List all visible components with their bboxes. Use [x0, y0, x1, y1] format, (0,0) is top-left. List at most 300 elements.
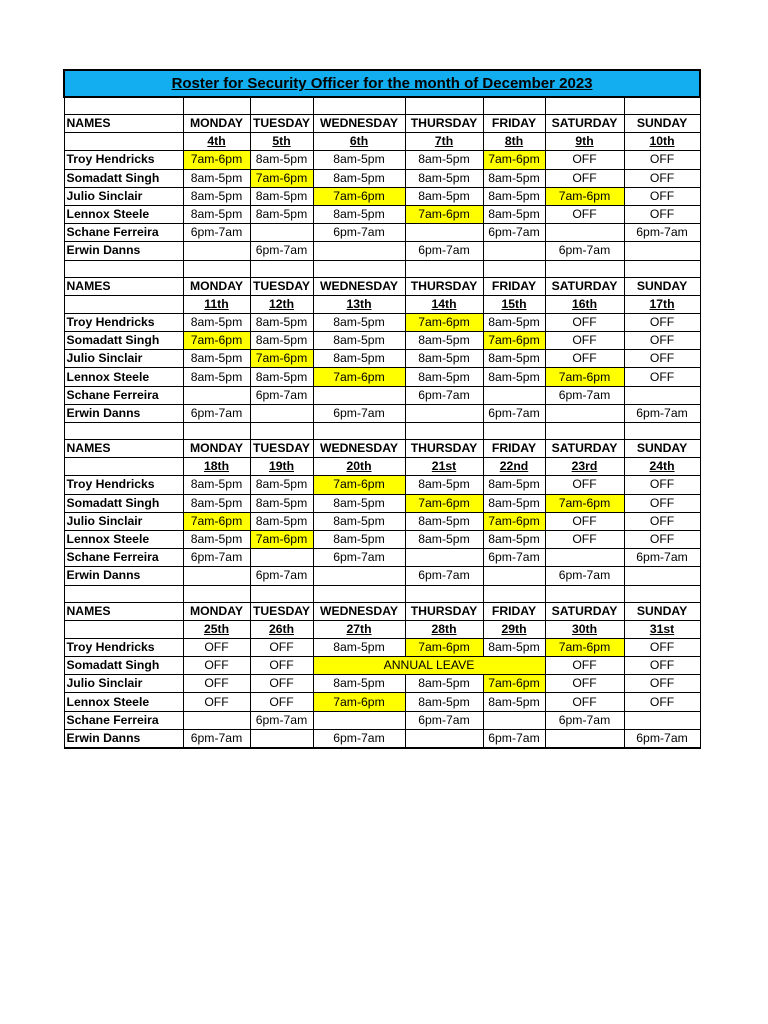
officer-name: Schane Ferreira — [64, 549, 183, 567]
day-header: MONDAY — [183, 115, 250, 133]
shift-cell: 6pm-7am — [545, 242, 624, 260]
day-header: SATURDAY — [545, 440, 624, 458]
officer-row — [64, 151, 700, 169]
officer-row — [64, 205, 700, 223]
officer-name: Erwin Danns — [64, 242, 183, 260]
shift-cell: 6pm-7am — [405, 242, 483, 260]
empty-cell — [624, 260, 700, 277]
shift-cell: 8am-5pm — [483, 205, 545, 223]
empty-cell — [545, 260, 624, 277]
officer-row — [64, 368, 700, 386]
shift-cell: 6pm-7am — [183, 224, 250, 242]
date-header: 16th — [545, 295, 624, 313]
shift-cell: OFF — [624, 638, 700, 656]
date-header: 17th — [624, 295, 700, 313]
date-header: 6th — [313, 133, 405, 151]
empty-cell — [545, 97, 624, 115]
shift-cell: 8am-5pm — [405, 169, 483, 187]
day-header: TUESDAY — [250, 602, 313, 620]
empty-cell — [624, 423, 700, 440]
empty-cell — [250, 97, 313, 115]
empty-shift-cell — [624, 242, 700, 260]
date-header: 10th — [624, 133, 700, 151]
shift-cell: OFF — [183, 693, 250, 711]
officer-name: Julio Sinclair — [64, 187, 183, 205]
shift-cell: 7am-6pm — [405, 494, 483, 512]
empty-cell — [183, 97, 250, 115]
officer-name: Troy Hendricks — [64, 638, 183, 656]
empty-shift-cell — [250, 729, 313, 748]
shift-cell: 8am-5pm — [483, 187, 545, 205]
date-header: 29th — [483, 620, 545, 638]
shift-cell: OFF — [545, 205, 624, 223]
shift-cell: 6pm-7am — [250, 711, 313, 729]
empty-shift-cell — [313, 242, 405, 260]
shift-cell: 7am-6pm — [545, 638, 624, 656]
officer-row — [64, 494, 700, 512]
day-header: THURSDAY — [405, 115, 483, 133]
empty-shift-cell — [250, 549, 313, 567]
empty-cell — [483, 260, 545, 277]
shift-cell: 8am-5pm — [250, 494, 313, 512]
shift-cell: 7am-6pm — [250, 350, 313, 368]
shift-cell: 8am-5pm — [405, 350, 483, 368]
shift-cell: 7am-6pm — [545, 494, 624, 512]
empty-cell — [250, 260, 313, 277]
shift-cell: 7am-6pm — [483, 332, 545, 350]
empty-cell — [64, 458, 183, 476]
shift-cell: OFF — [250, 638, 313, 656]
date-header: 14th — [405, 295, 483, 313]
shift-cell: 6pm-7am — [624, 404, 700, 422]
shift-cell: 6pm-7am — [405, 386, 483, 404]
officer-name: Troy Hendricks — [64, 476, 183, 494]
officer-name: Julio Sinclair — [64, 675, 183, 693]
empty-cell — [545, 423, 624, 440]
shift-cell: 8am-5pm — [483, 476, 545, 494]
empty-shift-cell — [545, 404, 624, 422]
shift-cell: OFF — [250, 657, 313, 675]
shift-cell: 8am-5pm — [313, 313, 405, 331]
empty-shift-cell — [183, 386, 250, 404]
empty-shift-cell — [405, 549, 483, 567]
date-row — [64, 620, 700, 638]
shift-cell: OFF — [624, 512, 700, 530]
shift-cell: OFF — [624, 169, 700, 187]
empty-cell — [405, 585, 483, 602]
shift-cell: 8am-5pm — [250, 332, 313, 350]
date-header: 18th — [183, 458, 250, 476]
date-header: 25th — [183, 620, 250, 638]
shift-cell: 7am-6pm — [183, 512, 250, 530]
shift-cell: 8am-5pm — [483, 638, 545, 656]
officer-row — [64, 729, 700, 748]
officer-row — [64, 313, 700, 331]
shift-cell: 8am-5pm — [405, 675, 483, 693]
empty-shift-cell — [624, 386, 700, 404]
shift-cell: OFF — [624, 657, 700, 675]
shift-cell: 6pm-7am — [405, 567, 483, 585]
day-header: WEDNESDAY — [313, 277, 405, 295]
officer-name: Troy Hendricks — [64, 151, 183, 169]
shift-cell: 8am-5pm — [313, 205, 405, 223]
shift-cell: 6pm-7am — [183, 404, 250, 422]
empty-cell — [64, 133, 183, 151]
officer-name: Erwin Danns — [64, 404, 183, 422]
date-header: 19th — [250, 458, 313, 476]
shift-cell: 8am-5pm — [313, 151, 405, 169]
date-header: 11th — [183, 295, 250, 313]
shift-cell: 6pm-7am — [483, 729, 545, 748]
officer-row — [64, 169, 700, 187]
officer-row — [64, 404, 700, 422]
shift-cell: 8am-5pm — [250, 205, 313, 223]
title-row — [64, 70, 700, 97]
day-header: FRIDAY — [483, 602, 545, 620]
shift-cell: 8am-5pm — [483, 169, 545, 187]
day-header: FRIDAY — [483, 277, 545, 295]
shift-cell: 6pm-7am — [483, 404, 545, 422]
shift-cell: OFF — [624, 675, 700, 693]
date-header: 5th — [250, 133, 313, 151]
date-header: 13th — [313, 295, 405, 313]
empty-cell — [624, 585, 700, 602]
empty-shift-cell — [483, 386, 545, 404]
roster-body — [64, 70, 700, 748]
date-header: 21st — [405, 458, 483, 476]
shift-cell: OFF — [545, 476, 624, 494]
shift-cell: 8am-5pm — [313, 494, 405, 512]
officer-row — [64, 567, 700, 585]
officer-row — [64, 549, 700, 567]
day-header-row — [64, 440, 700, 458]
officer-row — [64, 187, 700, 205]
officer-row — [64, 675, 700, 693]
empty-shift-cell — [624, 711, 700, 729]
spacer-row — [64, 260, 700, 277]
shift-cell: OFF — [545, 313, 624, 331]
empty-shift-cell — [483, 567, 545, 585]
officer-row — [64, 350, 700, 368]
shift-cell: 8am-5pm — [313, 638, 405, 656]
shift-cell: 8am-5pm — [313, 512, 405, 530]
shift-cell: OFF — [624, 151, 700, 169]
shift-cell: 7am-6pm — [183, 151, 250, 169]
day-header: WEDNESDAY — [313, 115, 405, 133]
shift-cell: OFF — [624, 350, 700, 368]
empty-cell — [483, 585, 545, 602]
empty-shift-cell — [405, 224, 483, 242]
empty-shift-cell — [624, 567, 700, 585]
names-header: NAMES — [64, 115, 183, 133]
shift-cell: 7am-6pm — [483, 675, 545, 693]
shift-cell: 7am-6pm — [313, 187, 405, 205]
roster-table — [63, 69, 701, 749]
empty-shift-cell — [545, 549, 624, 567]
day-header: SUNDAY — [624, 440, 700, 458]
empty-shift-cell — [483, 711, 545, 729]
shift-cell: OFF — [183, 675, 250, 693]
officer-name: Somadatt Singh — [64, 494, 183, 512]
shift-cell: 8am-5pm — [405, 530, 483, 548]
officer-row — [64, 657, 700, 675]
shift-cell: OFF — [545, 657, 624, 675]
shift-cell: OFF — [624, 313, 700, 331]
shift-cell: 8am-5pm — [483, 530, 545, 548]
officer-name: Lennox Steele — [64, 530, 183, 548]
empty-cell — [64, 97, 183, 115]
shift-cell: 7am-6pm — [545, 368, 624, 386]
shift-cell: 6pm-7am — [483, 224, 545, 242]
empty-cell — [183, 260, 250, 277]
shift-cell: 6pm-7am — [250, 386, 313, 404]
shift-cell: 8am-5pm — [483, 368, 545, 386]
empty-cell — [313, 585, 405, 602]
empty-shift-cell — [545, 224, 624, 242]
shift-cell: OFF — [183, 638, 250, 656]
shift-cell: 8am-5pm — [405, 332, 483, 350]
empty-shift-cell — [313, 386, 405, 404]
date-header: 9th — [545, 133, 624, 151]
shift-cell: 8am-5pm — [405, 187, 483, 205]
shift-cell: 8am-5pm — [313, 350, 405, 368]
day-header: MONDAY — [183, 277, 250, 295]
shift-cell: 6pm-7am — [545, 711, 624, 729]
day-header: THURSDAY — [405, 277, 483, 295]
empty-cell — [313, 423, 405, 440]
shift-cell: 8am-5pm — [405, 693, 483, 711]
empty-cell — [64, 620, 183, 638]
day-header: MONDAY — [183, 602, 250, 620]
shift-cell: 8am-5pm — [405, 368, 483, 386]
shift-cell: 7am-6pm — [405, 313, 483, 331]
date-header: 12th — [250, 295, 313, 313]
date-row — [64, 295, 700, 313]
empty-shift-cell — [183, 711, 250, 729]
officer-name: Schane Ferreira — [64, 711, 183, 729]
shift-cell: 8am-5pm — [183, 205, 250, 223]
empty-cell — [64, 423, 183, 440]
day-header: THURSDAY — [405, 602, 483, 620]
shift-cell: 6pm-7am — [250, 567, 313, 585]
day-header: TUESDAY — [250, 440, 313, 458]
shift-cell: 8am-5pm — [250, 187, 313, 205]
shift-cell: 7am-6pm — [483, 512, 545, 530]
day-header: SUNDAY — [624, 115, 700, 133]
spacer-row — [64, 585, 700, 602]
shift-cell: 6pm-7am — [183, 549, 250, 567]
shift-cell: OFF — [545, 151, 624, 169]
empty-cell — [313, 260, 405, 277]
shift-cell: 8am-5pm — [183, 350, 250, 368]
date-header: 23rd — [545, 458, 624, 476]
shift-cell: 8am-5pm — [313, 675, 405, 693]
officer-name: Erwin Danns — [64, 729, 183, 748]
date-row — [64, 133, 700, 151]
shift-cell: OFF — [624, 368, 700, 386]
empty-shift-cell — [250, 404, 313, 422]
shift-cell: OFF — [545, 332, 624, 350]
empty-shift-cell — [545, 729, 624, 748]
date-header: 8th — [483, 133, 545, 151]
date-header: 22nd — [483, 458, 545, 476]
empty-cell — [405, 423, 483, 440]
empty-shift-cell — [250, 224, 313, 242]
officer-name: Julio Sinclair — [64, 512, 183, 530]
shift-cell: 8am-5pm — [313, 530, 405, 548]
shift-cell: 8am-5pm — [183, 476, 250, 494]
shift-cell: OFF — [624, 332, 700, 350]
shift-cell: 7am-6pm — [545, 187, 624, 205]
day-header: SUNDAY — [624, 277, 700, 295]
shift-cell: 8am-5pm — [183, 169, 250, 187]
empty-cell — [313, 97, 405, 115]
day-header: WEDNESDAY — [313, 602, 405, 620]
shift-cell: 8am-5pm — [250, 368, 313, 386]
officer-name: Lennox Steele — [64, 693, 183, 711]
shift-cell: OFF — [545, 512, 624, 530]
shift-cell: 8am-5pm — [250, 512, 313, 530]
empty-shift-cell — [313, 567, 405, 585]
day-header: WEDNESDAY — [313, 440, 405, 458]
shift-cell: 6pm-7am — [313, 729, 405, 748]
empty-cell — [250, 585, 313, 602]
empty-shift-cell — [313, 711, 405, 729]
date-row — [64, 458, 700, 476]
date-header: 31st — [624, 620, 700, 638]
empty-cell — [483, 97, 545, 115]
shift-cell: 6pm-7am — [545, 386, 624, 404]
shift-cell: 7am-6pm — [250, 530, 313, 548]
officer-name: Schane Ferreira — [64, 386, 183, 404]
shift-cell: 7am-6pm — [183, 332, 250, 350]
shift-cell: 7am-6pm — [313, 693, 405, 711]
officer-name: Lennox Steele — [64, 205, 183, 223]
empty-cell — [545, 585, 624, 602]
shift-cell: 7am-6pm — [313, 368, 405, 386]
officer-row — [64, 332, 700, 350]
shift-cell: 8am-5pm — [483, 693, 545, 711]
officer-name: Erwin Danns — [64, 567, 183, 585]
shift-cell: 7am-6pm — [483, 151, 545, 169]
shift-cell: 6pm-7am — [624, 729, 700, 748]
empty-cell — [483, 423, 545, 440]
shift-cell: 8am-5pm — [483, 494, 545, 512]
shift-cell: OFF — [545, 350, 624, 368]
officer-row — [64, 638, 700, 656]
day-header: TUESDAY — [250, 115, 313, 133]
shift-cell: OFF — [624, 530, 700, 548]
officer-name: Schane Ferreira — [64, 224, 183, 242]
shift-cell: 6pm-7am — [313, 549, 405, 567]
shift-cell: 8am-5pm — [183, 313, 250, 331]
officer-row — [64, 386, 700, 404]
officer-row — [64, 530, 700, 548]
day-header: SATURDAY — [545, 115, 624, 133]
shift-cell: OFF — [545, 169, 624, 187]
shift-cell: 6pm-7am — [405, 711, 483, 729]
day-header: SUNDAY — [624, 602, 700, 620]
day-header-row — [64, 602, 700, 620]
day-header: THURSDAY — [405, 440, 483, 458]
shift-cell: 8am-5pm — [483, 350, 545, 368]
shift-cell: 7am-6pm — [313, 476, 405, 494]
shift-cell: 7am-6pm — [405, 205, 483, 223]
shift-cell: 8am-5pm — [250, 476, 313, 494]
empty-cell — [64, 585, 183, 602]
day-header: FRIDAY — [483, 440, 545, 458]
empty-shift-cell — [405, 729, 483, 748]
empty-cell — [64, 295, 183, 313]
date-header: 30th — [545, 620, 624, 638]
shift-cell: 8am-5pm — [405, 512, 483, 530]
shift-cell: OFF — [545, 693, 624, 711]
shift-cell: 7am-6pm — [250, 169, 313, 187]
shift-cell: 6pm-7am — [183, 729, 250, 748]
shift-cell: 8am-5pm — [250, 151, 313, 169]
empty-cell — [405, 97, 483, 115]
officer-row — [64, 476, 700, 494]
empty-cell — [405, 260, 483, 277]
shift-cell: OFF — [624, 187, 700, 205]
empty-cell — [624, 97, 700, 115]
shift-cell: 6pm-7am — [483, 549, 545, 567]
shift-cell: 6pm-7am — [624, 224, 700, 242]
shift-cell: 8am-5pm — [183, 187, 250, 205]
shift-cell: OFF — [624, 693, 700, 711]
day-header-row — [64, 115, 700, 133]
date-header: 26th — [250, 620, 313, 638]
officer-name: Somadatt Singh — [64, 332, 183, 350]
shift-cell: OFF — [183, 657, 250, 675]
shift-cell: 8am-5pm — [313, 332, 405, 350]
names-header: NAMES — [64, 602, 183, 620]
shift-cell: 8am-5pm — [250, 313, 313, 331]
empty-cell — [183, 423, 250, 440]
date-header: 28th — [405, 620, 483, 638]
names-header: NAMES — [64, 277, 183, 295]
date-header: 20th — [313, 458, 405, 476]
day-header: FRIDAY — [483, 115, 545, 133]
officer-row — [64, 512, 700, 530]
shift-cell: 8am-5pm — [483, 313, 545, 331]
empty-cell — [64, 260, 183, 277]
officer-row — [64, 711, 700, 729]
date-header: 4th — [183, 133, 250, 151]
shift-cell: 8am-5pm — [405, 476, 483, 494]
shift-cell: 6pm-7am — [624, 549, 700, 567]
shift-cell: 6pm-7am — [313, 404, 405, 422]
shift-cell: 8am-5pm — [183, 368, 250, 386]
shift-cell: OFF — [624, 476, 700, 494]
day-header: TUESDAY — [250, 277, 313, 295]
spacer-row — [64, 97, 700, 115]
shift-cell: 8am-5pm — [313, 169, 405, 187]
shift-cell: 6pm-7am — [313, 224, 405, 242]
officer-name: Julio Sinclair — [64, 350, 183, 368]
empty-shift-cell — [405, 404, 483, 422]
shift-cell: 6pm-7am — [250, 242, 313, 260]
day-header: MONDAY — [183, 440, 250, 458]
shift-cell: OFF — [545, 530, 624, 548]
annual-leave-cell: ANNUAL LEAVE — [313, 657, 545, 675]
roster-title: Roster for Security Officer for the month of December 2023 — [64, 70, 700, 97]
shift-cell: OFF — [250, 693, 313, 711]
shift-cell: OFF — [545, 675, 624, 693]
date-header: 27th — [313, 620, 405, 638]
date-header: 7th — [405, 133, 483, 151]
officer-name: Lennox Steele — [64, 368, 183, 386]
